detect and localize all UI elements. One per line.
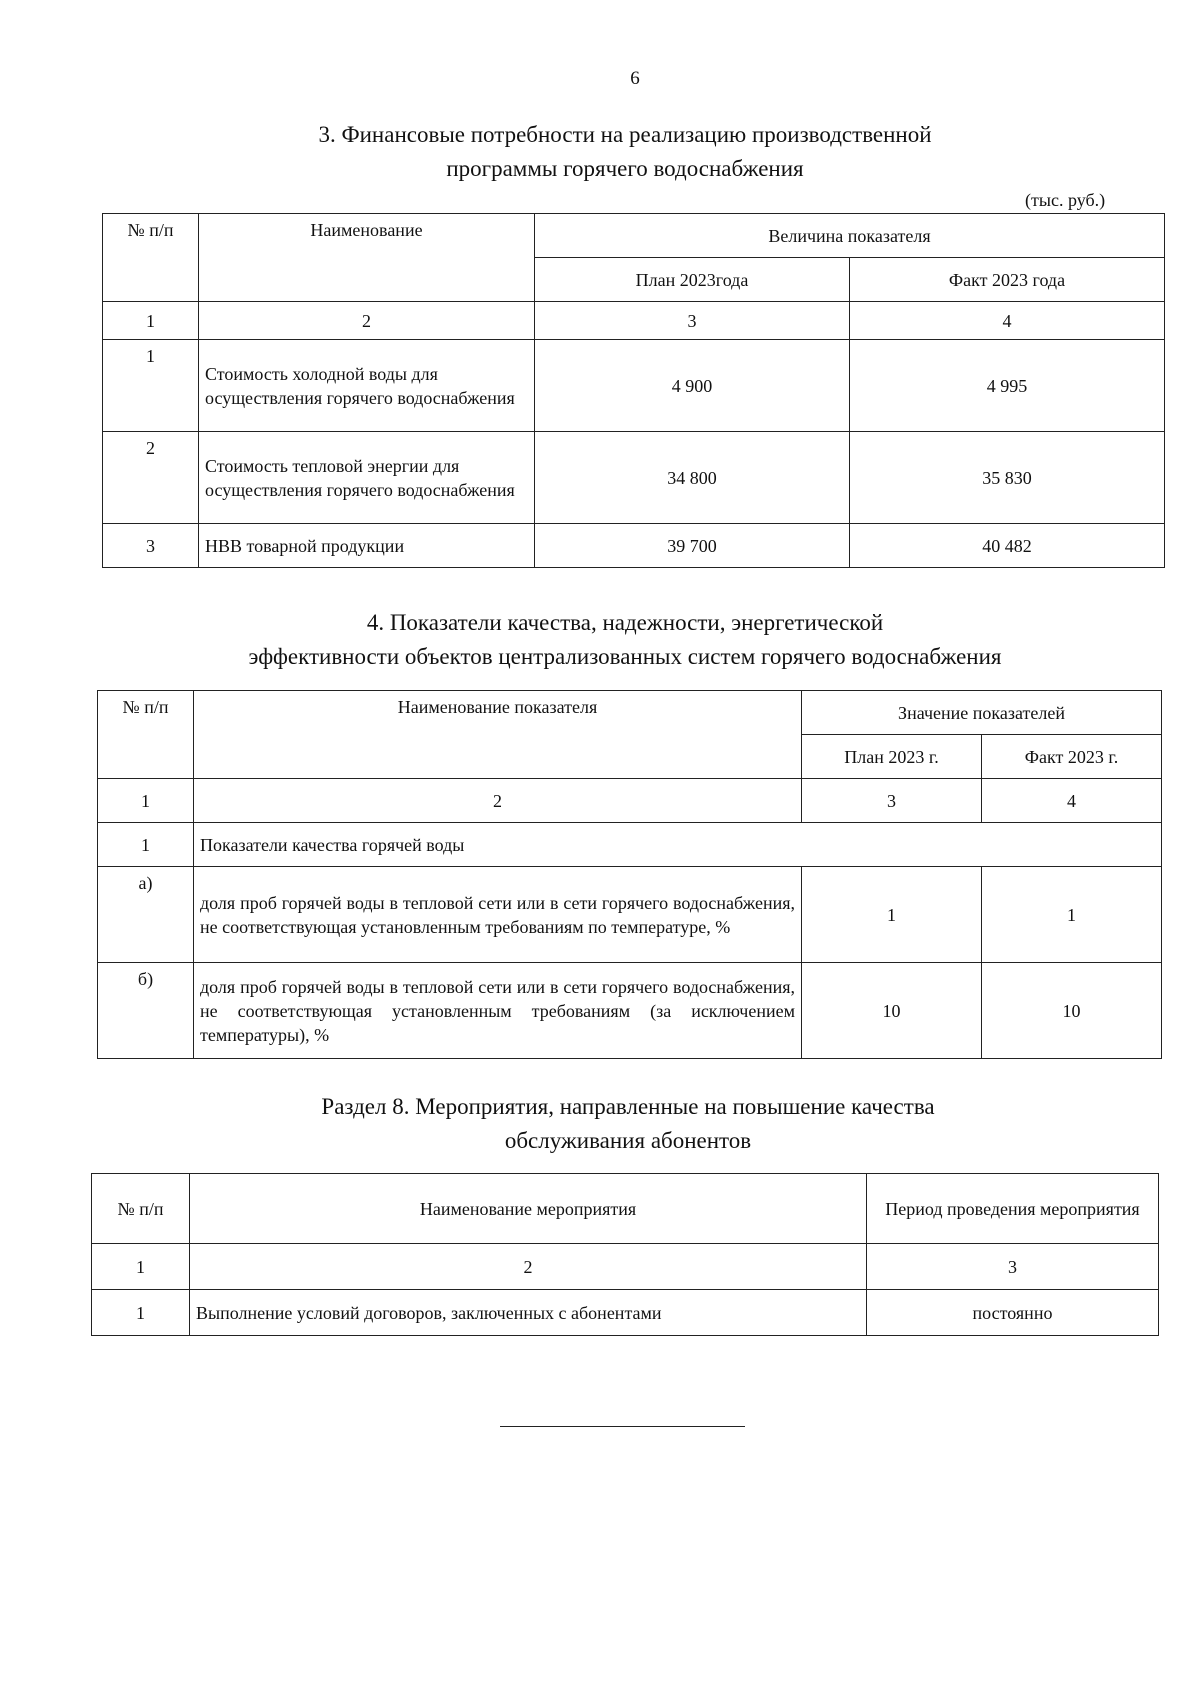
section-3-title-line-2: программы горячего водоснабжения [446,156,804,181]
col-number: 3 [867,1244,1159,1290]
header-plan: План 2023года [535,258,850,302]
table-row [98,963,1162,1059]
header-name: Наименование показателя [194,691,802,779]
row-fact: 35 830 [850,432,1165,524]
col-number: 1 [103,302,199,340]
quality-indicators-table [97,690,1162,1059]
group-num: 1 [98,823,194,867]
col-number: 3 [535,302,850,340]
row-name: доля проб горячей воды в тепловой сети или в сети горячего водоснабжения, не соответствующая установленным требованиям по температуре, % [194,867,802,963]
row-num: а) [98,867,194,963]
table-row [98,867,1162,963]
row-num: 3 [103,524,199,568]
column-number-row [103,302,1165,340]
row-num: 2 [103,432,199,524]
header-value-group: Величина показателя [535,214,1165,258]
row-name: Стоимость тепловой энергии для осуществления горячего водоснабжения [199,432,535,524]
group-row [98,823,1162,867]
header-num: № п/п [98,691,194,779]
row-name: доля проб горячей воды в тепловой сети или в сети горячего водоснабжения, не соответствующая установленным требованиям (за исключением температуры), % [194,963,802,1059]
col-number: 4 [982,779,1162,823]
row-name: Стоимость холодной воды для осуществления горячего водоснабжения [199,340,535,432]
header-name: Наименование мероприятия [190,1174,867,1244]
header-fact: Факт 2023 г. [982,735,1162,779]
table-row [103,340,1165,432]
column-number-row [92,1244,1159,1290]
header-name: Наименование [199,214,535,302]
row-plan: 4 900 [535,340,850,432]
row-name: Выполнение условий договоров, заключенных с абонентами [190,1290,867,1336]
table-row [103,432,1165,524]
col-number: 4 [850,302,1165,340]
col-number: 1 [92,1244,190,1290]
col-number: 1 [98,779,194,823]
col-number: 2 [194,779,802,823]
row-num: б) [98,963,194,1059]
col-number: 3 [802,779,982,823]
row-fact: 1 [982,867,1162,963]
row-fact: 10 [982,963,1162,1059]
header-fact: Факт 2023 года [850,258,1165,302]
section-8-title-line-2: обслуживания абонентов [504,1128,752,1153]
section-4-title [0,606,1200,674]
header-num: № п/п [103,214,199,302]
unit-note: (тыс. руб.) [1025,190,1106,210]
group-name: Показатели качества горячей воды [194,823,1162,867]
row-plan: 39 700 [535,524,850,568]
closing-rule [500,1426,745,1427]
col-number: 2 [199,302,535,340]
header-period: Период проведения мероприятия [867,1174,1159,1244]
financial-needs-table [102,213,1165,568]
section-4-title-line-1: 4. Показатели качества, надежности, энергетической [366,610,884,635]
header-num: № п/п [92,1174,190,1244]
row-plan: 34 800 [535,432,850,524]
table-row [103,524,1165,568]
row-num: 1 [103,340,199,432]
section-3-title [0,118,1200,186]
row-name: НВВ товарной продукции [199,524,535,568]
table-row [92,1290,1159,1336]
page-number: 6 [630,68,640,89]
column-number-row [98,779,1162,823]
row-plan: 10 [802,963,982,1059]
activities-table [91,1173,1159,1336]
section-8-title-line-1: Раздел 8. Мероприятия, направленные на повышение качества [321,1094,935,1119]
row-plan: 1 [802,867,982,963]
section-4-title-line-2: эффективности объектов централизованных систем горячего водоснабжения [248,644,1002,669]
section-3-title-line-1: 3. Финансовые потребности на реализацию производственной [318,122,932,147]
section-8-title [0,1090,1200,1158]
row-num: 1 [92,1290,190,1336]
row-period: постоянно [867,1290,1159,1336]
col-number: 2 [190,1244,867,1290]
header-value-group: Значение показателей [802,691,1162,735]
row-fact: 4 995 [850,340,1165,432]
row-fact: 40 482 [850,524,1165,568]
header-plan: План 2023 г. [802,735,982,779]
